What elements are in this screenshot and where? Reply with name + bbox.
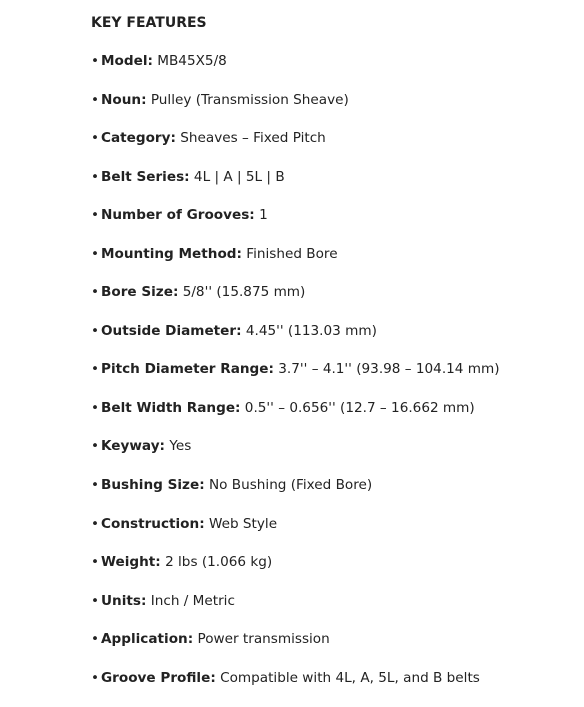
feature-item-bore-size	[91, 282, 571, 302]
bullet-icon: •	[91, 554, 100, 571]
feature-label: Keyway:	[101, 438, 165, 455]
feature-item-number-of-grooves	[91, 205, 571, 225]
bullet-icon: •	[91, 91, 100, 108]
bullet-icon: •	[91, 130, 100, 147]
feature-list	[91, 51, 571, 688]
feature-label: Pitch Diameter Range:	[101, 361, 274, 378]
feature-item-outside-diameter	[91, 321, 571, 341]
feature-label: Noun:	[101, 91, 147, 108]
feature-label: Outside Diameter:	[101, 322, 242, 339]
feature-value: Finished Bore	[246, 245, 338, 262]
feature-item-construction	[91, 514, 571, 534]
bullet-icon: •	[91, 245, 100, 262]
feature-label: Application:	[101, 631, 194, 648]
bullet-icon: •	[91, 631, 100, 648]
feature-label: Bushing Size:	[101, 477, 205, 494]
feature-value: Yes	[169, 438, 192, 455]
bullet-icon: •	[91, 669, 100, 686]
feature-label: Number of Grooves:	[101, 207, 255, 224]
section-heading: KEY FEATURES	[91, 15, 207, 31]
feature-label: Weight:	[101, 554, 161, 571]
feature-item-weight	[91, 552, 571, 572]
feature-item-category	[91, 128, 571, 148]
feature-label: Units:	[101, 592, 147, 609]
feature-item-model	[91, 51, 571, 71]
feature-label: Groove Profile:	[101, 669, 216, 686]
key-features-section	[91, 13, 571, 706]
feature-value: 1	[259, 207, 268, 224]
feature-item-mounting-method	[91, 244, 571, 264]
bullet-icon: •	[91, 515, 100, 532]
feature-value: 4.45'' (113.03 mm)	[245, 322, 377, 339]
feature-item-pitch-diameter-range	[91, 359, 571, 379]
feature-label: Bore Size:	[101, 284, 179, 301]
bullet-icon: •	[91, 322, 100, 339]
feature-item-belt-series	[91, 167, 571, 187]
feature-label: Mounting Method:	[101, 245, 242, 262]
feature-label: Category:	[101, 130, 176, 147]
feature-label: Belt Width Range:	[101, 399, 241, 416]
feature-label: Construction:	[101, 515, 205, 532]
feature-value: Inch / Metric	[150, 592, 235, 609]
bullet-icon: •	[91, 477, 100, 494]
bullet-icon: •	[91, 284, 100, 301]
feature-item-application	[91, 629, 571, 649]
bullet-icon: •	[91, 438, 100, 455]
feature-value: MB45X5/8	[157, 53, 227, 69]
feature-value: 5/8'' (15.875 mm)	[182, 284, 306, 301]
feature-item-keyway	[91, 436, 571, 456]
feature-value: No Bushing (Fixed Bore)	[208, 477, 373, 494]
bullet-icon: •	[91, 361, 100, 378]
feature-value: 4L | A | 5L | B	[193, 168, 285, 185]
feature-label: Model:	[101, 53, 153, 69]
bullet-icon: •	[91, 399, 100, 416]
feature-value: Compatible with 4L, A, 5L, and B belts	[220, 669, 480, 686]
feature-value: Pulley (Transmission Sheave)	[150, 91, 349, 108]
feature-value: Power transmission	[197, 631, 330, 648]
feature-item-units	[91, 591, 571, 611]
bullet-icon: •	[91, 592, 100, 609]
feature-value: 2 lbs (1.066 kg)	[165, 554, 273, 571]
bullet-icon: •	[91, 168, 100, 185]
feature-value: 0.5'' – 0.656'' (12.7 – 16.662 mm)	[244, 399, 475, 416]
feature-item-noun	[91, 90, 571, 110]
feature-item-belt-width-range	[91, 398, 571, 418]
feature-item-bushing-size	[91, 475, 571, 495]
feature-label: Belt Series:	[101, 168, 190, 185]
feature-value: Sheaves – Fixed Pitch	[180, 130, 326, 147]
bullet-icon: •	[91, 53, 100, 69]
feature-item-groove-profile	[91, 668, 571, 688]
feature-value: 3.7'' – 4.1'' (93.98 – 104.14 mm)	[278, 361, 500, 378]
feature-value: Web Style	[208, 515, 278, 532]
bullet-icon: •	[91, 207, 100, 224]
